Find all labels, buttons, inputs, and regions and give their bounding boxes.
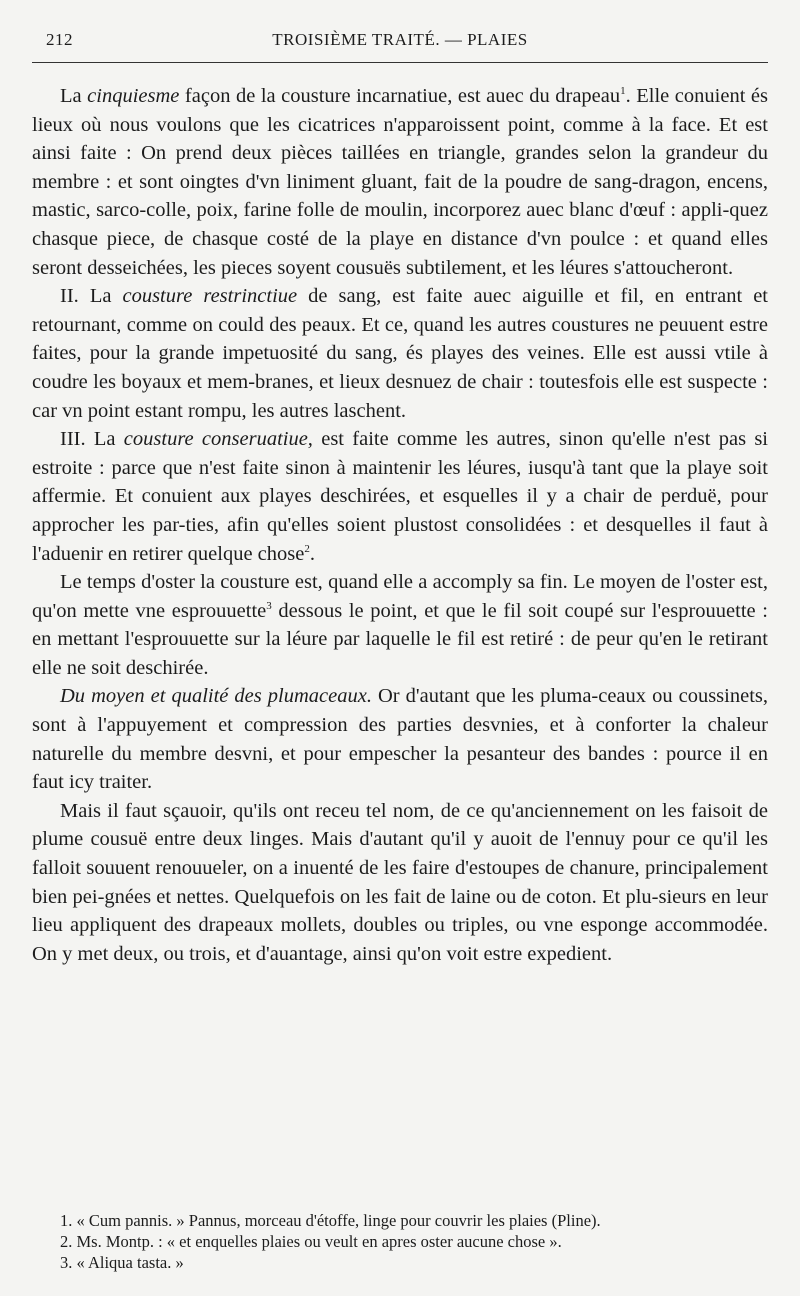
footnote-ref: 3 xyxy=(266,599,272,612)
paragraph-text: Mais il faut sçauoir, qu'ils ont receu tel nom, de ce qu'anciennement on les faisoit de plume cousuë entre deux linges. Mais d'autant qu'il y auoit de l'ennuy pour ce qu'il les falloit souuent renouueler, on a inuenté de les faire d'estoupes de chanure, principalement bien pei-gnées et nettes. Quelquefois on les fait de laine ou de coton. Et plu-sieurs en leur lieu appliquent des drapeaux mollets, doubles ou triples, ou vne esponge accommodée. On y met deux, ou trois, et d'auantage, ainsi qu'on voit estre expedient. xyxy=(32,799,768,965)
paragraph-text: Or d'autant que les pluma-ceaux ou coussinets, sont à l'appuyement et compression des parties desvnies, et à conforter la chaleur naturelle du membre desvni, et pour empescher la pesanteur des bandes : pource il en faut icy traiter. xyxy=(32,685,769,794)
body-text xyxy=(32,82,768,968)
paragraph-text: est faite comme les autres, sinon qu'elle n'est pas si estroite : parce que n'est faite sinon à maintenir les léures, iusqu'à tant que la playe soit affermie. Et conuient aux playes deschirées, et esquelles il y a chair de perduë, pour approcher les par-ties, afin qu'elles soient plustost consolidées : et desquelles il faut à l'aduenir en retirer quelque chose xyxy=(32,428,769,565)
footnote-ref: 2 xyxy=(304,542,310,555)
footnote: 3. « Aliqua tasta. » xyxy=(60,1253,184,1272)
paragraph-text: Le temps d'oster la cousture est, quand elle a accomply sa fin. Le moyen de l'oster est, qu'on mette vne esprouuette xyxy=(32,571,768,622)
paragraph-text-after: dessous le point, et que le fil soit coupé sur l'esprouuette : en mettant l'esprouuette sur la léure par laquelle le fil est retiré : de peur qu'en le retirant elle ne soit deschirée. xyxy=(32,599,768,679)
paragraph xyxy=(32,82,768,282)
footnote: 1. « Cum pannis. » Pannus, morceau d'étoffe, linge pour couvrir les plaies (Pline). xyxy=(60,1211,601,1230)
page-number: 212 xyxy=(46,30,73,49)
paragraph xyxy=(32,682,768,796)
paragraph xyxy=(32,797,768,969)
footnote: 2. Ms. Montp. : « et enquelles plaies ou veult en apres oster aucune chose ». xyxy=(60,1232,562,1251)
section-heading-italic: Du moyen et qualité des plumaceaux. xyxy=(60,685,372,708)
footnote-ref: 1 xyxy=(620,85,626,98)
running-title: TROISIÈME TRAITÉ. — PLAIES xyxy=(272,30,528,49)
paragraph-lead: II. La xyxy=(60,285,123,308)
paragraph-italic-lead: cousture restrinctiue xyxy=(122,285,298,308)
paragraph-italic-lead: cousture conseruatiue, xyxy=(123,428,313,451)
paragraph-text: façon de la cousture incarnatiue, est auec du drapeau xyxy=(179,85,621,107)
paragraph-text-after: . xyxy=(309,542,315,565)
paragraph xyxy=(32,425,768,568)
paragraph xyxy=(32,282,768,425)
footnotes xyxy=(60,1210,776,1273)
paragraph-italic-lead: cinquiesme xyxy=(87,85,180,107)
header-rule xyxy=(32,62,768,63)
paragraph-lead: La xyxy=(60,85,88,107)
paragraph xyxy=(32,568,768,682)
running-header xyxy=(32,30,768,56)
paragraph-text-after: . Elle conuient és lieux où nous voulons que les cicatrices n'apparoissent point, comme à la face. Et est ainsi faite : On prend deux pièces taillées en triangle, grandes selon la grandeur du membre : et sont oingtes d'vn liniment gluant, fait de la poudre de sang-dragon, encens, mastic, sarco-colle, poix, farine folle de moulin, incorporez auec blanc d'œuf : appli-quez chasque piece, de chasque costé de la playe en distance d'vn poulce : et quand elles seront desseichées, les pieces soyent cousuës subtilement, et les léures s'attoucheront. xyxy=(32,85,768,279)
paragraph-lead: III. La xyxy=(60,428,124,451)
paragraph-text: de sang, est faite auec aiguille et fil, en entrant et retournant, comme on could des peaux. Et ce, quand les autres coustures ne peuuent estre faites, pour la grande impetuosité du sang, és playes des veines. Elle est aussi vtile à coudre les boyaux et mem-branes, et lieux desnuez de chair : toutesfois elle est suspecte : car vn point estant rompu, les autres laschent. xyxy=(32,285,769,422)
